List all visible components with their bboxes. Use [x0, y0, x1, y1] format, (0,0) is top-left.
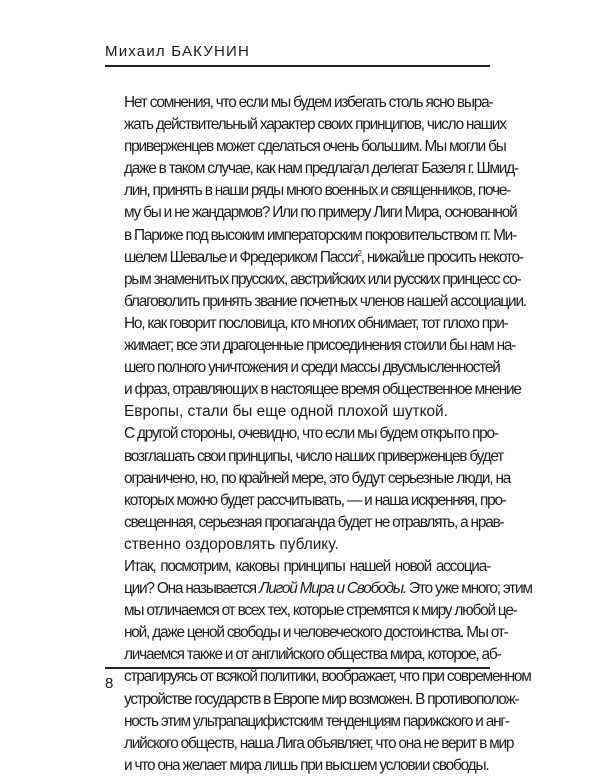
text-line: Итак, посмотрим, каковы принципы нашей новой ассоциа- — [124, 557, 490, 575]
text-line: в Париже под высоким императорским покровительством гг. Ми- — [124, 226, 517, 244]
text-line: приверженцев может сделаться очень большим. Мы могли бы — [124, 138, 506, 156]
text-line: жать действительный характер своих принципов, число наших — [124, 116, 506, 134]
text-line: ственно оздоровлять публику. — [124, 535, 339, 553]
text-line: ограничено, но, по крайней мере, это будут серьезные люди, на — [124, 469, 511, 487]
text-line: и что она желает мира лишь при высшем условии свободы. — [124, 756, 489, 774]
text-line: жимает; все эти драгоценные присоединения стоили бы нам на- — [124, 337, 516, 355]
text-line: свещенная, серьезная пропаганда будет не отравлять, а нрав- — [124, 513, 504, 531]
body-text — [105, 92, 532, 777]
text-fragment: шелем Шевалье и Фредериком Пасси — [124, 248, 358, 266]
paragraph-2 — [105, 423, 511, 556]
text-line: мы отличаемся от всех тех, которые стремятся к миру любой це- — [124, 602, 517, 620]
text-line: Европы, стали бы еще одной плохой шуткой. — [124, 403, 448, 421]
page-number: 8 — [105, 675, 114, 692]
text-fragment: Это уже много; этим — [405, 580, 532, 598]
text-line: лийского обществ, наша Лига объявляет, что она не верит в мир — [124, 734, 514, 752]
text-line: ной, даже ценой свободы и человеческого достоинства. Мы от- — [124, 624, 508, 642]
text-line: и фраз, отравляющих в настоящее время общественное мнение — [124, 381, 521, 399]
running-head: Михаил БАКУНИН — [105, 43, 251, 60]
text-line: шего полного уничтожения и среди массы двусмысленностей — [124, 359, 500, 377]
footer-rule — [105, 667, 490, 669]
text-fragment: , нижайше просить некото- — [360, 248, 523, 266]
organization-name: Лигой Мира и Свободы. — [258, 580, 406, 598]
text-line: даже в таком случае, как нам предлагал делегат Базеля г. Шмид- — [124, 160, 518, 178]
text-fragment: ции? Она называется — [124, 580, 259, 598]
text-line: устройстве государств в Европе мир возможен. В противополож- — [124, 690, 519, 708]
text-line: рым знаменитых прусских, австрийских или русских принцесс со- — [124, 270, 521, 288]
text-line: С другой стороны, очевидно, что если мы будем открыто про- — [124, 425, 498, 443]
text-line: благоволить принять звание почетных членов нашей ассоциации. — [124, 292, 526, 310]
text-line: которых можно будет рассчитывать, — и наша искренняя, про- — [124, 491, 506, 509]
footnote-marker: 2 — [357, 248, 361, 258]
text-line: страгируясь от всякой политики, воображает, что при современном — [124, 668, 531, 686]
text-line: Но, как говорит пословица, кто многих обнимает, тот плохо при- — [124, 314, 508, 332]
header-rule — [105, 65, 490, 67]
text-line: ность этим ультрапацифистским тенденциям парижского и анг- — [124, 712, 509, 730]
text-line: му бы и не жандармов? Или по примеру Лиги Мира, основанной — [124, 204, 517, 222]
text-line — [105, 247, 523, 269]
text-line: возглашать свои принципы, число наших приверженцев будет — [124, 447, 504, 465]
paragraph-1 — [105, 92, 526, 423]
text-line: личаемся также и от английского общества мира, которое, аб- — [124, 646, 501, 664]
text-line: Нет сомнения, что если мы будем избегать столь ясно выра- — [124, 94, 493, 111]
text-line — [105, 578, 532, 600]
text-line: лин, принять в наши ряды много военных и священников, поче- — [124, 182, 511, 200]
